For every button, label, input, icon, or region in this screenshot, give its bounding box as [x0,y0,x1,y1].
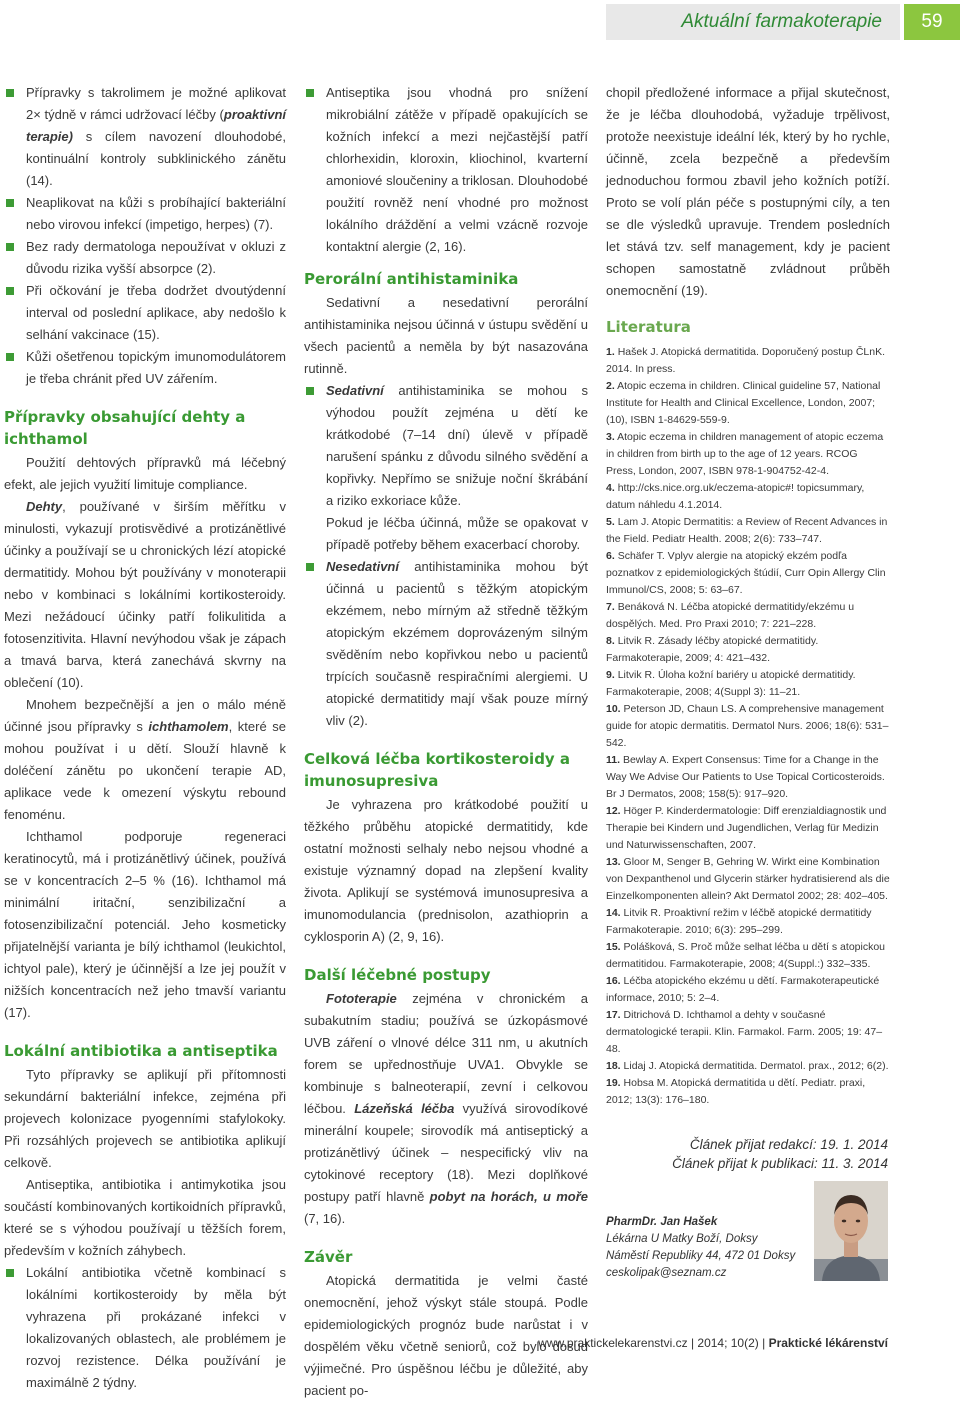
reference-text: Léčba atopického ekzému u dětí. Farmakoterapeutické informace, 2010; 5: 2–4. [606,975,880,1004]
paragraph: Použití dehtových přípravků má léčebný efekt, ale jejich využití limituje compliance. [4,455,286,492]
footer-separator: | [762,1336,769,1350]
page-number-badge: 59 [904,4,960,40]
bullet-square-icon [6,1269,14,1277]
reference-text: Lam J. Atopic Dermatitis: a Review of Recent Advances in the Field. Pediatr Health. 2008; 2(6): 733–747. [606,516,888,545]
reference-item [606,378,890,429]
bullet-square-icon [306,387,314,395]
section-heading-antihistaminika: Perorální antihistaminika [304,270,519,288]
literature-heading: Literatura [606,318,691,336]
section-heading-kortikosteroidy: Celková léčba kortikosteroidy a imunosupresiva [304,750,571,790]
paragraph: Atopická dermatitida je velmi časté onemocnění, jehož výskyt stále stoupá. Podle epidemiologických prognóz bude narůstat i v dospělém věku včetně seniorů, což bylo dosud výjimečné. Pro úspěšnou léčbu je důležité, aby pacient po- [304,1273,588,1398]
bullet-item: Přípravky s takrolimem je možné aplikovat 2× týdně v rámci udržovací léčby (proaktivní terapie) s cílem navození dlouhodobé, kontinuální kontroly subklinického zánětu (14). [4,82,286,192]
reference-text: Atopic eczema in children. Clinical guideline 57, National Institute for Health and Clinical Excellence, London, 2007; (10), ISBN 1-84629-559-9. [606,380,881,426]
reference-item [606,1058,890,1075]
reference-text: Hobsa M. Atopická dermatitida u dětí. Pediatr. praxi, 2012; 13(3): 176–180. [606,1077,866,1106]
section-heading-zaver: Závěr [304,1248,353,1266]
received-date: Článek přijat redakcí: 19. 1. 2014 [689,1137,888,1152]
reference-number: 17. [606,1009,621,1021]
bullet-square-icon [6,243,14,251]
bullet-item: Nesedativní antihistaminika mohou být účinná u pacientů s těžkým atopickým ekzémem, nebo mírným až středně těžkým atopickým ekzémem doprovázeným silným svěděním nebo kopřivkou nebo u pacientů trpících současně respiračními alergiemi. U atopické dermatitidy mají však pouze mírný vliv (2). [304,556,588,732]
reference-text: Litvik R. Proaktivní režim v léčbě atopické dermatitidy Farmakoterapie. 2010; 6(3): 295–299. [606,907,872,936]
reference-number: 1. [606,346,615,358]
reference-number: 19. [606,1077,621,1089]
reference-text: Benáková N. Léčba atopické dermatitidy/ekzému u dospělých. Med. Pro Praxi 2010; 7: 221–228. [606,601,855,630]
reference-number: 5. [606,516,615,528]
reference-item [606,1007,890,1058]
paragraph: Sedativní a nesedativní perorální antihistaminika nejsou účinná v ústupu svědění u všech pacientů a neměla by být nasazována rutinně. [304,295,588,376]
author-name: PharmDr. Jan Hašek [606,1216,718,1228]
bullet-item: Antiseptika jsou vhodná pro snížení mikrobiální zátěže v případě opakujících se kožních infekcí a mezi nejčastější patří chlorhexidin, kloroxin, kliochinol, kvarterní amoniové sloučeniny a triklosan. Dlouhodobé použití rovněž není vhodné pro možnost lokálního dráždění a velmi vzácně rozvoje kontaktní alergie (2, 16). [304,82,588,258]
reference-item [606,939,890,973]
column-left [4,82,286,1394]
column-middle [304,82,588,1402]
reference-text: Polášková, S. Proč může selhat léčba u dětí s atopickou dermatitidou. Farmakoterapie, 2008; 4(Suppl.:) 332–335. [606,941,886,970]
paragraph: Fototerapie zejména v chronickém a subakutním stadiu; používá se úzkopásmové UVB záření o vlnové délce 311 nm, u akutních forem se upřednostňuje UVA1. Obvykle se kombinuje s balneoterapií, zevní i celkovou léčbou. Lázeňská léčba využívá sirovodíkové minerální koupele; sirovodík má antiseptický a protizánětlivý účinek – nespecifický vliv na cytokinové receptory (18). Mezi doplňkové postupy patří hlavně pobyt na horách, u moře (7, 16). [304,991,588,1226]
reference-number: 14. [606,907,621,919]
reference-item [606,803,890,854]
bullet-square-icon [306,563,314,571]
reference-text: Hašek J. Atopická dermatitida. Doporučený postup ČLnK. 2014. In press. [606,346,885,375]
section-heading-dehty: Přípravky obsahující dehty a ichthamol [4,408,246,448]
reference-item [606,905,890,939]
reference-item [606,752,890,803]
author-photo [814,1181,888,1281]
reference-text: Bewlay A. Expert Consensus: Time for a Change in the Way We Advise Our Patients to Use Topical Corticosteroids. Br J Dermatos, 2008; 158(5): 917–920. [606,754,885,800]
footer-separator: | [690,1336,698,1350]
reference-number: 6. [606,550,615,562]
reference-number: 12. [606,805,621,817]
reference-number: 18. [606,1060,621,1072]
column-right [606,82,890,1173]
reference-item [606,548,890,599]
reference-item [606,701,890,752]
paragraph: Antiseptika, antibiotika i antimykotika jsou součástí kombinovaných kortikoidních přípravků, které se s výhodou používají u těžších forem, především v kožních záhybech. [4,1177,286,1258]
section-heading-antibiotika: Lokální antibiotika a antiseptika [4,1042,278,1060]
reference-number: 3. [606,431,615,443]
bullet-item: Při očkování je třeba dodržet dvoutýdenní interval od poslední aplikace, aby nedošlo k selhání vakcinace (15). [4,280,286,346]
bullet-square-icon [6,287,14,295]
reference-text: Peterson JD, Chaun LS. A comprehensive management guide for atopic dermatitis. Dermatol Nurs. 2006; 18(6): 531–542. [606,703,889,749]
bullet-item: Bez rady dermatologa nepoužívat v okluzi z důvodu rizika vyšší absorpce (2). [4,236,286,280]
paragraph: chopil předložené informace a přijal skutečnost, že je léčba dlouhodobá, vyžaduje trpělivost, protože neexistuje ideální lék, který by ho rychle, účinně, zcela bezpečně a především jednoduchou formou zbavil jeho kožních potíží. Proto se volí plán péče s postupnými cíly, a ten se dle výsledků upravuje. Trendem posledních let stává tzv. self management, kdy je pacient schopen samostatně zvládnout průběh onemocnění (19). [606,85,890,298]
reference-text: http://cks.nice.org.uk/eczema-atopic#! topicsummary, datum náhledu 4.1.2014. [606,482,865,511]
accepted-date: Článek přijat k publikaci: 11. 3. 2014 [672,1156,888,1171]
reference-number: 10. [606,703,621,715]
bullet-square-icon [306,89,314,97]
paragraph: Tyto přípravky se aplikují při přítomnosti sekundární bakteriální infekce, zejména při projevech kolonizace pyogenními stafylokoky. Při rozsáhlých projevech se antibiotika aplikují celkově. [4,1067,286,1170]
reference-item [606,1075,890,1109]
page-footer [440,1336,888,1350]
reference-number: 8. [606,635,615,647]
reference-number: 15. [606,941,621,953]
reference-number: 13. [606,856,621,868]
bullet-item: Neaplikovat na kůži s probíhající bakteriální nebo virovou infekcí (impetigo, herpes) (7). [4,192,286,236]
reference-text: Höger P. Kinderdermatologie: Diff erenzialdiagnostik und Therapie bei Kindern und Jugendlichen, Verlag für Medizin und Naturwissenschaften, 2007. [606,805,887,851]
bullet-item: Sedativní antihistaminika se mohou s výhodou použít zejména u dětí ke krátkodobé (7–14 dní) úlevě v případě narušení spánku z důvodu silného svědění a kopřivky. Nepřímo se snižuje noční škrábání a riziko exkoriace kůže. [304,380,588,512]
paragraph: Je vyhrazena pro krátkodobé použití u těžkého průběhu atopické dermatitidy, kde ostatní možnosti selhaly nebo nejsou vhodné a existuje významný dopad na zlepšení kvality života. Aplikují se systémová imunosupresiva a imunomodulancia (prednisolon, azathioprin a cyklosporin A) (2, 9, 16). [304,797,588,944]
bullet-square-icon [6,353,14,361]
reference-item [606,667,890,701]
article-dates [606,1135,888,1173]
reference-item [606,633,890,667]
reference-item [606,480,890,514]
reference-item [606,429,890,480]
reference-number: 9. [606,669,615,681]
reference-item [606,344,890,378]
reference-text: Atopic eczema in children management of atopic eczema in children from birth up to the age of 12 years. RCOG Press, London, 2007, ISBN 978-1-904752-42-4. [606,431,884,477]
reference-number: 11. [606,754,621,766]
footer-url[interactable]: www.praktickelekarenstvi.cz [538,1336,688,1350]
reference-item [606,514,890,548]
bullet-item: Lokální antibiotika včetně kombinací s lokálními kortikosteroidy by měla být vyhrazena při prokázané infekci v lokalizovaných oblastech, ale problémem je rozvoj rezistence. Délka používání je maximálně 2 týdny. [4,1262,286,1394]
section-heading-dalsi-postupy: Další léčebné postupy [304,966,491,984]
author-block [606,1214,806,1282]
bullet-square-icon [6,89,14,97]
reference-number: 16. [606,975,621,987]
paragraph: Pokud je léčba účinná, může se opakovat v případě potřeby během exacerbací choroby. [326,515,588,552]
bullet-item: Kůži ošetřenou topickým imunomodulátorem je třeba chránit před UV zářením. [4,346,286,390]
author-affiliation: Lékárna U Matky Boží, Doksy [606,1233,758,1245]
paragraph: Mnohem bezpečnější a jen o málo méně účinné jsou přípravky s ichthamolem, které se mohou používat i u dětí. Slouží hlavně k doléčení zánětu po ukončení terapie AD, aplikace vede k omezení výskytu rebound fenoménu. [4,697,286,822]
author-portrait-icon [814,1181,888,1281]
author-email[interactable]: ceskolipak@seznam.cz [606,1267,727,1279]
footer-journal: Praktické lékárenství [768,1336,888,1350]
paragraph: Dehty, používané v širším měřítku v minulosti, vykazují protisvědivé a protizánětlivé účinky a používají se u chronických lézí atopické dermatitidy. Mohou být používány v monoterapii nebo v kombinaci s lokálními kortikosteroidy. Mezi nežádoucí účinky patří folikulitida a fotosenzitivita. Hlavní nevýhodou však je zápach a tmavá barva, která zanechává skvrny na oblečení (10). [4,499,286,690]
bullet-square-icon [6,199,14,207]
reference-text: Ditrichová D. Ichthamol a dehty v současné dermatologické terapii. Klin. Farmakol. Farm. 2005; 19: 47–48. [606,1009,883,1055]
running-header-title: Aktuální farmakoterapie [681,11,882,32]
reference-number: 4. [606,482,615,494]
reference-item [606,854,890,905]
reference-text: Litvik R. Úloha kožní bariéry u atopické dermatitidy. Farmakoterapie, 2008; 4(Suppl 3): 11–21. [606,669,856,698]
reference-text: Litvik R. Zásady léčby atopické dermatitidy. Farmakoterapie, 2009; 4: 421–432. [606,635,819,664]
reference-text: Schäfer T. Vplyv alergie na atopický ekzém podľa poznatkov z epidemiologických štúdií, Curr Opin Allergy Clin Immunol/CS, 2008; 5: 63–67. [606,550,886,596]
paragraph: Ichthamol podporuje regeneraci keratinocytů, má i protizánětlivý účinek, používá se v koncentracích 2–5 % (16). Ichthamol má minimální iritační, senzibilizační a fotosenzibilizační potenciál. Jeho kosmeticky přijatelnější varianta je bílý ichthamol (leukichtol, ichtyol pale), který je účinnější a lze jej použít v nižších koncentracích než jeho tmavší variantu (17). [4,829,286,1020]
reference-number: 2. [606,380,615,392]
reference-item [606,973,890,1007]
author-address: Náměstí Republiky 44, 472 01 Doksy [606,1250,796,1262]
reference-number: 7. [606,601,615,613]
reference-text: Lidaj J. Atopická dermatitida. Dermatol. prax., 2012; 6(2). [623,1060,889,1072]
reference-list [606,344,890,1109]
reference-item [606,599,890,633]
reference-text: Gloor M, Senger B, Gehring W. Wirkt eine Kombination von Dexpanthenol und Glycerin stärker hydratisierend als die Einzelkomponenten allein? Akt Dermatol 2002; 28: 402–405. [606,856,890,902]
footer-issue: 2014; 10(2) [697,1336,759,1350]
